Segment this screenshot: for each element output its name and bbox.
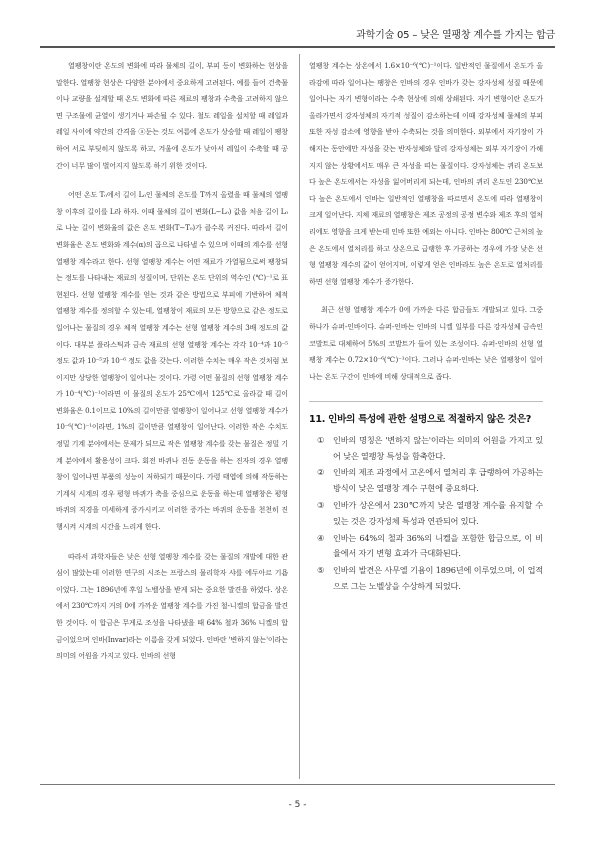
answer-options: [309, 433, 543, 595]
answer-option-2[interactable]: [309, 465, 543, 497]
option-text: 인바의 제조 과정에서 고온에서 열처리 후 급랭하여 가공하는 방식이 낮은 열팽창 계수 구현에 중요하다.: [333, 467, 543, 494]
column-divider: [299, 54, 300, 779]
passage-paragraph-5: 최근 선형 열팽창 계수가 0에 가까운 다른 합금들도 개발되고 있다. 그중 하나가 슈퍼-인바이다. 슈퍼-인바는 인바의 니켈 일부를 다른 강자성체 금속인 코발트로 대체하여 5%의 코발트가 들어 있는 조성이다. 슈퍼-인바의 선형 열팽창 계수는 0.72×10⁻⁶(℃)⁻¹이다. 그러나 슈퍼-인바는 낮은 열팽창이 일어나는 온도 구간이 인바에 비해 상대적으로 좁다.: [309, 305, 543, 381]
answer-option-4[interactable]: [309, 531, 543, 563]
option-text: 인바가 상온에서 230℃까지 낮은 열팽창 계수를 유지할 수 있는 것은 강자성체 특성과 연관되어 있다.: [333, 499, 543, 526]
answer-option-5[interactable]: [309, 563, 543, 595]
option-number: ④: [317, 532, 325, 543]
option-text: 인바의 명칭은 '변하지 않는'이라는 의미의 어원을 가지고 있어 낮은 열팽창 특성을 함축한다.: [333, 434, 543, 461]
page-header: [0, 26, 595, 42]
header-title: 과학기술 05 – 낮은 열팽창 계수를 가지는 합금: [356, 30, 555, 41]
footer-rule: [40, 784, 555, 785]
passage-paragraph-1: 열팽창이란 온도의 변화에 따라 물체의 길이, 부피 등이 변화하는 현상을 말한다. 열팽창 현상은 다양한 분야에서 중요하게 고려된다. 예를 들어 건축물이나 교량을 설계할 때 온도 변화에 따른 재료의 팽창과 수축을 고려하지 않으면 구조물에 균열이 생기거나 파손될 수 있다. 철도 레일을 설치할 때 레일과 레일 사이에 약간의 간격을 ⓐ둔는 것도 여름에 온도가 상승할 때 레일이 팽창하여 서로 부딪히지 않도록 하고, 겨울에 온도가 낮아서 레일이 수축할 때 공간이 너무 많이 벌어지지 않도록 하기 위한 것이다.: [56, 61, 288, 170]
option-text: 인바의 발견은 사무엘 기욤이 1896년에 이루었으며, 이 업적으로 그는 노벨상을 수상하게 되었다.: [333, 565, 543, 591]
passage-paragraph-4: 열팽창 계수는 상온에서 1.6×10⁻⁶(℃)⁻¹이다. 일반적인 물질에서 온도가 올라감에 따라 일어나는 팽창은 인바의 경우 인바가 갖는 강자성체 성질 때문에 일어나는 자기 변형이라는 수축 현상에 의해 상쇄된다. 자기 변형이란 온도가 올라가면서 강자성체의 자기적 성질이 감소하는데 이때 강자성체 물체의 부피 또한 자성 감소에 영향을 받아 수축되는 것을 의미한다. 외부에서 자기장이 가해지는 동안에만 자성을 갖는 반자성체와 달리 강자성체는 외부 자기장이 가해지지 않는 상황에서도 매우 큰 자성을 띠는 물질이다. 강자성체는 퀴리 온도보다 높은 온도에서는 자성을 잃어버리게 되는데, 인바의 퀴리 온도인 230℃보다 높은 온도에서 인바는 일반적인 열팽창을 따르면서 온도에 따라 열팽창이 크게 일어난다. 지체 재료의 열팽창은 제조 공정의 공정 변수와 제조 후의 열처리에도 영향을 크게 받는데 인바 또한 예외는 아니다. 인바는 800℃ 근처의 높은 온도에서 열처리를 하고 상온으로 급랭한 후 가공하는 경우에 가장 낮은 선형 열팽창 계수의 값이 얻어지며, 이렇게 얻은 인바라도 높은 온도로 열처리를 하면 선형 열팽창 계수가 증가한다.: [309, 61, 543, 286]
passage-paragraph-2: 어떤 온도 T₀에서 길이 L₀인 물체의 온도를 T까지 올렸을 때 물체의 열팽창 이후의 길이를 L라 하자. 이때 물체의 길이 변화(L−L₀) 값을 처음 길이 L₀로 나눈 길이 변화율의 값은 온도 변화(T−T₀)가 클수록 커진다. 따라서 길이 변화율은 온도 변화와 계수(α)의 곱으로 나타낼 수 있으며 이때의 계수를 선형 열팽창 계수라고 한다. 선형 열팽창 계수는 어떤 재료가 가열됨으로써 팽창되는 정도를 나타내는 재료의 성질이며, 단위는 온도 단위의 역수인 (℃)⁻¹로 표현된다. 선형 열팽창 계수를 얻는 것과 같은 방법으로 부피에 기반하여 체적 열팽창 계수를 정의할 수 있는데, 열팽창이 재료의 모든 방향으로 같은 정도로 일어나는 물질의 경우 체적 열팽창 계수는 선형 열팽창 계수의 3배 정도의 값이다. 대부분 플라스틱과 금속 재료의 선형 열팽창 계수는 각각 10⁻⁴과 10⁻⁵ 정도 값과 10⁻⁵과 10⁻⁶ 정도 값을 갖는다. 이러한 수치는 매우 작은 것처럼 보이지만 상당한 열팽창이 일어나는 것이다. 가령 어떤 물질의 선형 열팽창 계수가 10⁻⁴(℃)⁻¹이라면 이 물질의 온도가 25℃에서 125℃로 올라갈 때 길이 변화율은 0.1이므로 10%의 길이만큼 열팽창이 일어나고 선형 열팽창 계수가 10⁻⁶(℃)⁻¹이라면, 1%의 길이만큼 열팽창이 일어난다. 이러한 작은 수치도 정밀 기계 분야에서는 문제가 되므로 작은 열팽창 계수를 갖는 물질은 정밀 기계 분야에서 활용성이 크다. 회전 바퀴나 진동 운동을 하는 진자의 경우 열팽창이 일어나면 부품의 성능이 저하되기 때문이다. 가령 태엽에 의해 작동하는 기계식 시계의 경우 평형 바퀴가 축을 중심으로 운동을 하는데 열팽창은 평형 바퀴의 직경을 미세하게 증가시키고 이러한 증가는 바퀴의 운동을 천천히 진행시켜 시계의 시간을 느리게 한다.: [56, 190, 288, 532]
option-number: ②: [317, 467, 325, 478]
option-number: ①: [317, 434, 325, 445]
option-text: 인바는 64%의 철과 36%의 니켈을 포함한 합금으로, 이 비율에서 자기 변형 효과가 극대화된다.: [333, 532, 543, 559]
header-rule: [40, 46, 555, 48]
right-column: [309, 58, 543, 780]
answer-option-1[interactable]: [309, 433, 543, 465]
passage-paragraph-3: 따라서 과학자들은 낮은 선형 열팽창 계수를 갖는 물질의 개발에 대한 관심이 많았는데 이러한 연구의 시조는 프랑스의 물리학자 샤를 에두아르 기욤이었다. 그는 1896년에 후일 노벨상을 받게 되는 중요한 발견을 하였다. 상온에서 230℃까지 거의 0에 가까운 열팽창 계수를 가진 철-니켈의 합금을 발견한 것이다. 이 합금은 무게로 조성을 나타냈을 때 64% 철과 36% 니켈의 합금이었으며 인바(Invar)라는 이름을 갖게 되었다. 인바란 '변하지 않는'이라는 의미의 어원을 가지고 있다. 인바의 선형: [56, 551, 288, 661]
option-number: ③: [317, 499, 325, 510]
option-number: ⑤: [317, 565, 325, 576]
question-title: 11. 인바의 특성에 관한 설명으로 적절하지 않은 것은?: [309, 414, 531, 426]
question-block: [309, 401, 543, 594]
page-number: - 5 -: [288, 800, 307, 810]
left-column: [56, 58, 288, 780]
answer-option-3[interactable]: [309, 498, 543, 530]
